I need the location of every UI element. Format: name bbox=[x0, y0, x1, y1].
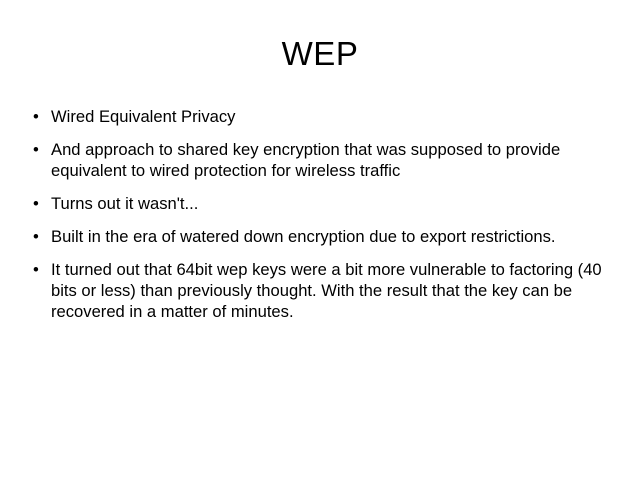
list-item: • Built in the era of watered down encryption due to export restrictions. bbox=[32, 226, 612, 247]
list-item: • And approach to shared key encryption that was supposed to provide equivalent to wired protection for wireless traffic bbox=[32, 139, 612, 181]
list-item: • Wired Equivalent Privacy bbox=[32, 106, 612, 127]
list-item: • It turned out that 64bit wep keys were a bit more vulnerable to factoring (40 bits or less) than previously thought. With the result that the key can be recovered in a matter of minutes. bbox=[32, 259, 612, 322]
list-item: • Turns out it wasn't... bbox=[32, 193, 612, 214]
page-title: WEP bbox=[281, 35, 359, 72]
bullet-list bbox=[32, 106, 612, 334]
